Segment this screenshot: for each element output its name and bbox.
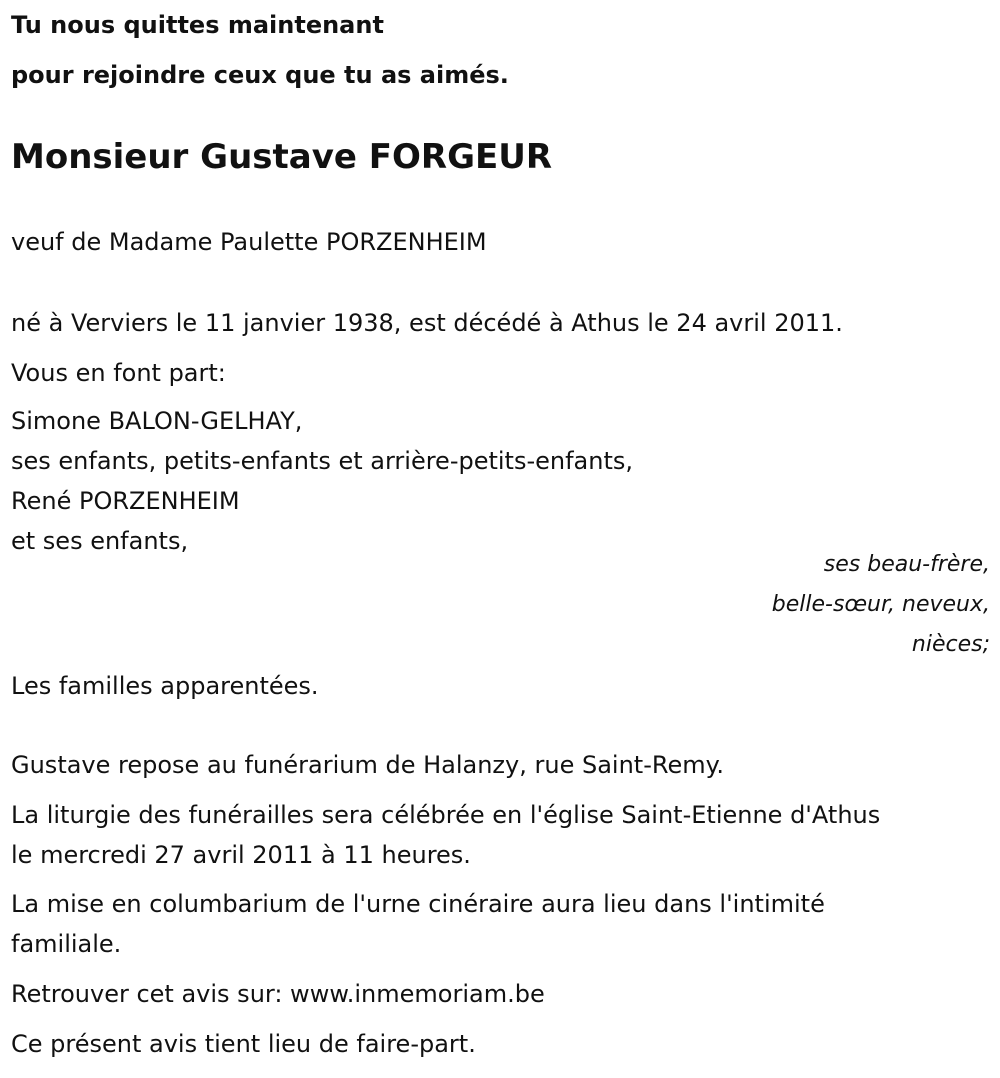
epitaph-line-1: Tu nous quittes maintenant [11,11,384,39]
rest-line: Gustave repose au funérarium de Halanzy, rue Saint-Remy. [11,751,725,779]
family-line-3: René PORZENHEIM [11,487,240,515]
epitaph-line-2: pour rejoindre ceux que tu as aimés. [11,61,509,89]
family-right-line-2: belle-sœur, neveux, [771,592,990,617]
spouse-line: veuf de Madame Paulette PORZENHEIM [11,228,487,256]
family-line-2: ses enfants, petits-enfants et arrière-petits-enfants, [11,447,634,475]
family-right-line-1: ses beau-frère, [823,552,990,577]
relatives-line: Les familles apparentées. [11,672,319,700]
announcement-intro: Vous en font part: [11,359,226,387]
family-right-line-3: nièces; [911,632,990,657]
liturgy-line-1: La liturgie des funérailles sera célébrée en l'église Saint-Etienne d'Athus [11,801,881,829]
family-line-4: et ses enfants, [11,527,189,555]
liturgy-line-2: le mercredi 27 avril 2011 à 11 heures. [11,841,471,869]
notice-line: Ce présent avis tient lieu de faire-part. [11,1030,476,1058]
columbarium-line-1: La mise en columbarium de l'urne cinéraire aura lieu dans l'intimité [11,890,825,918]
deceased-name: Monsieur Gustave FORGEUR [11,137,552,177]
columbarium-line-2: familiale. [11,930,122,958]
birth-death-line: né à Verviers le 11 janvier 1938, est décédé à Athus le 24 avril 2011. [11,309,843,337]
website-line: Retrouver cet avis sur: www.inmemoriam.be [11,980,545,1008]
family-line-1: Simone BALON-GELHAY, [11,407,303,435]
